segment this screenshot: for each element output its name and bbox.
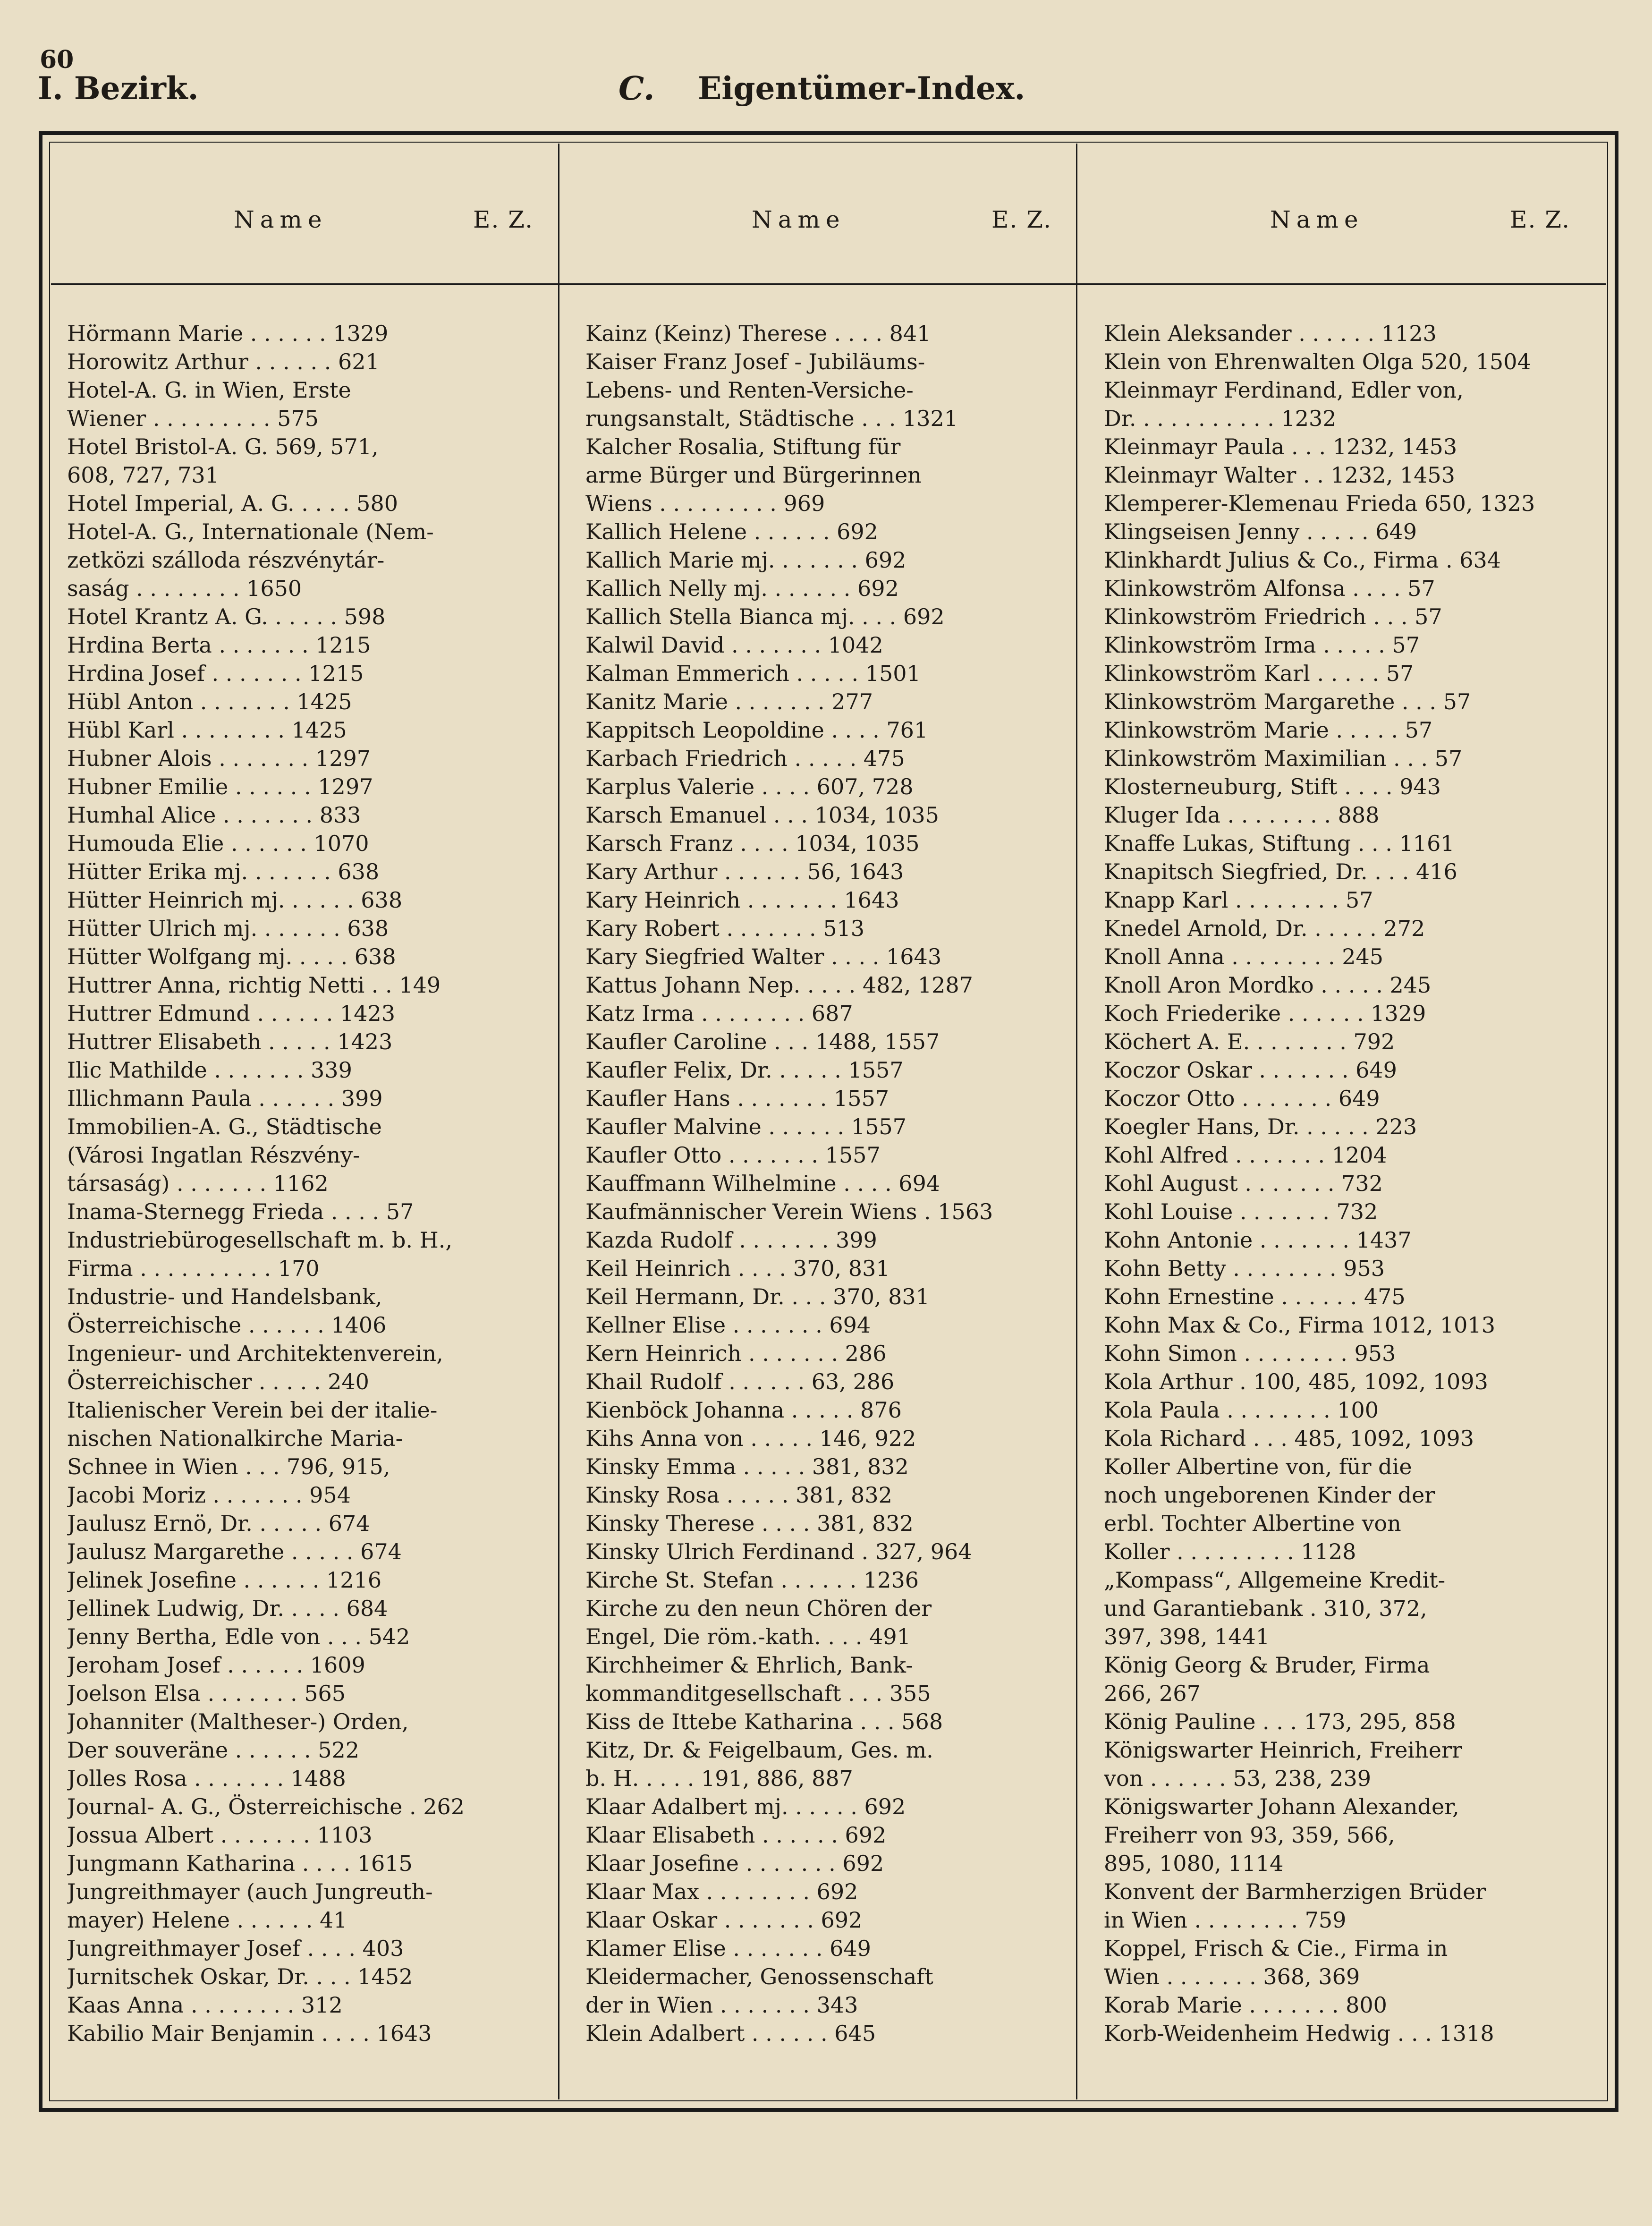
index-entry: Klinkowström Karl . . . . . 57 <box>1104 661 1414 686</box>
index-entry: Hütter Heinrich mj. . . . . . 638 <box>67 887 403 913</box>
index-entry: Jolles Rosa . . . . . . . 1488 <box>67 1766 346 1791</box>
index-entry: Kaufler Hans . . . . . . . 1557 <box>585 1086 890 1111</box>
index-entry: Koller . . . . . . . . . 1128 <box>1104 1539 1356 1564</box>
index-entry: Horowitz Arthur . . . . . . 621 <box>67 349 380 374</box>
index-entry: Jaulusz Ernö, Dr. . . . . . 674 <box>67 1511 370 1536</box>
index-entry: Kazda Rudolf . . . . . . . 399 <box>585 1227 877 1253</box>
index-entry: Kluger Ida . . . . . . . . 888 <box>1104 802 1380 828</box>
index-entry: Immobilien-A. G., Städtische <box>67 1114 382 1139</box>
index-entry: Klamer Elise . . . . . . . 649 <box>585 1936 871 1961</box>
index-entry: Journal- A. G., Österreichische . 262 <box>67 1794 465 1819</box>
index-entry: Knapitsch Siegfried, Dr. . . . 416 <box>1104 859 1457 884</box>
index-entry: Koch Friederike . . . . . . 1329 <box>1104 1001 1426 1026</box>
index-entry: (Városi Ingatlan Részvény- <box>67 1142 360 1168</box>
page-number: 60 <box>40 45 74 74</box>
index-entry: arme Bürger und Bürgerinnen <box>585 462 922 488</box>
index-entry: Hörmann Marie . . . . . . 1329 <box>67 321 389 346</box>
index-entry: Jurnitschek Oskar, Dr. . . . 1452 <box>67 1964 413 1989</box>
index-entry: der in Wien . . . . . . . 343 <box>585 1992 858 2018</box>
index-entry: Katz Irma . . . . . . . . 687 <box>585 1001 853 1026</box>
index-entry: Hotel Imperial, A. G. . . . . 580 <box>67 491 398 516</box>
index-entry: noch ungeborenen Kinder der <box>1104 1482 1435 1508</box>
index-entry: Inama-Sternegg Frieda . . . . 57 <box>67 1199 414 1224</box>
index-entry: Österreichischer . . . . . 240 <box>67 1369 369 1394</box>
index-entry: Wien . . . . . . . 368, 369 <box>1104 1964 1360 1989</box>
index-entry: Hütter Erika mj. . . . . . . 638 <box>67 859 380 884</box>
index-entry: Korab Marie . . . . . . . 800 <box>1104 1992 1387 2018</box>
index-entry: Hübl Karl . . . . . . . . 1425 <box>67 717 347 743</box>
index-entry: Kaiser Franz Josef - Jubiläums- <box>585 349 925 374</box>
index-entry: Kaufler Otto . . . . . . . 1557 <box>585 1142 881 1168</box>
index-entry: und Garantiebank . 310, 372, <box>1104 1596 1427 1621</box>
index-entry: Hotel-A. G. in Wien, Erste <box>67 377 351 403</box>
index-entry: Engel, Die röm.-kath. . . . 491 <box>585 1624 911 1649</box>
index-entry: Kinsky Therese . . . . 381, 832 <box>585 1511 914 1536</box>
index-entry: erbl. Tochter Albertine von <box>1104 1511 1401 1536</box>
index-entry: Kleinmayr Paula . . . 1232, 1453 <box>1104 434 1457 459</box>
index-entry: Firma . . . . . . . . . . 170 <box>67 1256 320 1281</box>
index-entry: Kaufler Caroline . . . 1488, 1557 <box>585 1029 940 1054</box>
index-entry: Kinsky Emma . . . . . 381, 832 <box>585 1454 909 1479</box>
index-entry: Huttrer Anna, richtig Netti . . 149 <box>67 972 441 998</box>
index-entry: Wiens . . . . . . . . . 969 <box>585 491 825 516</box>
index-entry: 608, 727, 731 <box>67 462 219 488</box>
index-entry: Klaar Adalbert mj. . . . . . 692 <box>585 1794 906 1819</box>
index-entry: társaság) . . . . . . . 1162 <box>67 1171 329 1196</box>
index-entry: Kaufler Felix, Dr. . . . . . 1557 <box>585 1057 904 1083</box>
index-entry: Klaar Elisabeth . . . . . . 692 <box>585 1822 887 1848</box>
index-entry: Hotel Krantz A. G. . . . . . 598 <box>67 604 386 629</box>
index-entry: Klaar Oskar . . . . . . . 692 <box>585 1907 863 1933</box>
index-entry: Kola Arthur . 100, 485, 1092, 1093 <box>1104 1369 1488 1394</box>
column-header-ez: E. Z. <box>1510 206 1571 233</box>
index-entry: Konvent der Barmherzigen Brüder <box>1104 1879 1486 1904</box>
index-entry: Jossua Albert . . . . . . . 1103 <box>67 1822 373 1848</box>
index-entry: Jungreithmayer (auch Jungreuth- <box>67 1879 433 1904</box>
index-entry: Österreichische . . . . . . 1406 <box>67 1312 387 1338</box>
index-entry: zetközi szálloda részvénytár- <box>67 547 385 573</box>
index-entry: Klaar Max . . . . . . . . 692 <box>585 1879 858 1904</box>
index-entry: Kaufler Malvine . . . . . . 1557 <box>585 1114 906 1139</box>
index-entry: Kallich Nelly mj. . . . . . . 692 <box>585 576 899 601</box>
index-entry: Knoll Aron Mordko . . . . . 245 <box>1104 972 1432 998</box>
index-entry: Knapp Karl . . . . . . . . 57 <box>1104 887 1373 913</box>
index-entry: Klinkowström Marie . . . . . 57 <box>1104 717 1433 743</box>
index-entry: Klosterneuburg, Stift . . . . 943 <box>1104 774 1441 799</box>
index-entry: Kary Heinrich . . . . . . . 1643 <box>585 887 899 913</box>
index-entry: Kleinmayr Ferdinand, Edler von, <box>1104 377 1464 403</box>
index-entry: Hütter Wolfgang mj. . . . . 638 <box>67 944 396 969</box>
index-entry: Klein Aleksander . . . . . . 1123 <box>1104 321 1437 346</box>
index-entry: mayer) Helene . . . . . . 41 <box>67 1907 347 1933</box>
index-entry: Huttrer Elisabeth . . . . . 1423 <box>67 1029 393 1054</box>
index-entry: Kirche St. Stefan . . . . . . 1236 <box>585 1567 919 1593</box>
index-entry: Kleidermacher, Genossenschaft <box>585 1964 933 1989</box>
index-entry: Kellner Elise . . . . . . . 694 <box>585 1312 871 1338</box>
index-entry: Kohl Alfred . . . . . . . 1204 <box>1104 1142 1387 1168</box>
index-entry: Kanitz Marie . . . . . . . 277 <box>585 689 873 714</box>
index-entry: Kallich Marie mj. . . . . . . 692 <box>585 547 906 573</box>
index-entry: Klinkowström Margarethe . . . 57 <box>1104 689 1471 714</box>
index-entry: König Pauline . . . 173, 295, 858 <box>1104 1709 1456 1734</box>
index-entry: Knedel Arnold, Dr. . . . . . 272 <box>1104 916 1425 941</box>
index-entry: Königswarter Heinrich, Freiherr <box>1104 1737 1462 1763</box>
index-entry: Huttrer Edmund . . . . . . 1423 <box>67 1001 396 1026</box>
index-entry: Kirche zu den neun Chören der <box>585 1596 932 1621</box>
index-entry: Illichmann Paula . . . . . . 399 <box>67 1086 383 1111</box>
index-entry: Kallich Helene . . . . . . 692 <box>585 519 878 544</box>
index-entry: Jelinek Josefine . . . . . . 1216 <box>67 1567 382 1593</box>
index-entry: Kinsky Rosa . . . . . 381, 832 <box>585 1482 892 1508</box>
index-entry: Hotel-A. G., Internationale (Nem- <box>67 519 434 544</box>
index-entry: Keil Hermann, Dr. . . . 370, 831 <box>585 1284 930 1309</box>
index-entry: Korb-Weidenheim Hedwig . . . 1318 <box>1104 2021 1494 2046</box>
index-entry: Jenny Bertha, Edle von . . . 542 <box>67 1624 410 1649</box>
index-entry: Kiss de Ittebe Katharina . . . 568 <box>585 1709 943 1734</box>
index-entry: Klein Adalbert . . . . . . 645 <box>585 2021 876 2046</box>
index-entry: Köchert A. E. . . . . . . . 792 <box>1104 1029 1395 1054</box>
district-heading: I. Bezirk. <box>38 70 199 107</box>
index-entry: Hubner Alois . . . . . . . 1297 <box>67 746 371 771</box>
index-entry: Koczor Oskar . . . . . . . 649 <box>1104 1057 1397 1083</box>
index-entry: Kaas Anna . . . . . . . . 312 <box>67 1992 343 2018</box>
index-entry: Ingenieur- und Architektenverein, <box>67 1341 443 1366</box>
section-letter: C. <box>618 70 655 108</box>
index-entry: Johanniter (Maltheser-) Orden, <box>67 1709 409 1734</box>
index-entry: Hrdina Berta . . . . . . . 1215 <box>67 632 371 658</box>
index-entry: Jungreithmayer Josef . . . . 403 <box>67 1936 404 1961</box>
index-entry: Kinsky Ulrich Ferdinand . 327, 964 <box>585 1539 972 1564</box>
index-entry: „Kompass“, Allgemeine Kredit- <box>1104 1567 1446 1593</box>
index-entry: Khail Rudolf . . . . . . 63, 286 <box>585 1369 895 1394</box>
index-entry: Kohn Simon . . . . . . . . 953 <box>1104 1341 1396 1366</box>
index-entry: Dr. . . . . . . . . . . 1232 <box>1104 406 1337 431</box>
index-entry: Königswarter Johann Alexander, <box>1104 1794 1459 1819</box>
index-entry: Kabilio Mair Benjamin . . . . 1643 <box>67 2021 432 2046</box>
index-entry: in Wien . . . . . . . . 759 <box>1104 1907 1347 1933</box>
index-entry: Kleinmayr Walter . . 1232, 1453 <box>1104 462 1455 488</box>
column-header-name: Name <box>752 206 846 233</box>
index-entry: Klingseisen Jenny . . . . . 649 <box>1104 519 1417 544</box>
index-entry: Knoll Anna . . . . . . . . 245 <box>1104 944 1384 969</box>
index-entry: Klemperer-Klemenau Frieda 650, 1323 <box>1104 491 1535 516</box>
index-entry: Kienböck Johanna . . . . . 876 <box>585 1397 902 1423</box>
index-entry: Kallich Stella Bianca mj. . . . 692 <box>585 604 945 629</box>
index-entry: Kohn Betty . . . . . . . . 953 <box>1104 1256 1385 1281</box>
index-entry: Koegler Hans, Dr. . . . . . 223 <box>1104 1114 1417 1139</box>
index-entry: Kohn Max & Co., Firma 1012, 1013 <box>1104 1312 1495 1338</box>
index-entry: b. H. . . . . 191, 886, 887 <box>585 1766 853 1791</box>
index-entry: Klinkhardt Julius & Co., Firma . 634 <box>1104 547 1501 573</box>
index-entry: Kappitsch Leopoldine . . . . 761 <box>585 717 928 743</box>
index-entry: Der souveräne . . . . . . 522 <box>67 1737 360 1763</box>
index-entry: Kary Robert . . . . . . . 513 <box>585 916 864 941</box>
index-title: Eigentümer-Index. <box>698 70 1025 107</box>
index-entry: Jaulusz Margarethe . . . . . 674 <box>67 1539 402 1564</box>
index-entry: Koller Albertine von, für die <box>1104 1454 1412 1479</box>
index-entry: Kalcher Rosalia, Stiftung für <box>585 434 901 459</box>
index-entry: Schnee in Wien . . . 796, 915, <box>67 1454 390 1479</box>
index-entry: Kohn Antonie . . . . . . . 1437 <box>1104 1227 1412 1253</box>
index-table <box>39 131 1618 2112</box>
index-entry: Wiener . . . . . . . . . 575 <box>67 406 319 431</box>
index-entry: Industriebürogesellschaft m. b. H., <box>67 1227 453 1253</box>
index-entry: Klaar Josefine . . . . . . . 692 <box>585 1851 884 1876</box>
index-entry: Kirchheimer & Ehrlich, Bank- <box>585 1652 913 1678</box>
index-entry: Italienischer Verein bei der italie- <box>67 1397 438 1423</box>
index-entry: Kattus Johann Nep. . . . . 482, 1287 <box>585 972 973 998</box>
index-entry: Kitz, Dr. & Feigelbaum, Ges. m. <box>585 1737 933 1763</box>
index-entry: Jacobi Moriz . . . . . . . 954 <box>67 1482 351 1508</box>
index-column-2 <box>585 319 1086 2048</box>
index-entry: Kola Richard . . . 485, 1092, 1093 <box>1104 1426 1474 1451</box>
index-entry: Humhal Alice . . . . . . . 833 <box>67 802 361 828</box>
index-entry: Jungmann Katharina . . . . 1615 <box>67 1851 413 1876</box>
index-entry: Klinkowström Maximilian . . . 57 <box>1104 746 1463 771</box>
index-entry: saság . . . . . . . . 1650 <box>67 576 302 601</box>
index-entry: Knaffe Lukas, Stiftung . . . 1161 <box>1104 831 1455 856</box>
index-entry: Kalman Emmerich . . . . . 1501 <box>585 661 921 686</box>
index-entry: Jellinek Ludwig, Dr. . . . . 684 <box>67 1596 388 1621</box>
index-entry: Kohl Louise . . . . . . . 732 <box>1104 1199 1378 1224</box>
index-entry: Karplus Valerie . . . . 607, 728 <box>585 774 914 799</box>
index-entry: Kaufmännischer Verein Wiens . 1563 <box>585 1199 993 1224</box>
index-entry: Keil Heinrich . . . . 370, 831 <box>585 1256 890 1281</box>
index-entry: Klinkowström Irma . . . . . 57 <box>1104 632 1420 658</box>
index-entry: Kary Arthur . . . . . . 56, 1643 <box>585 859 904 884</box>
index-entry: Kohl August . . . . . . . 732 <box>1104 1171 1383 1196</box>
column-header-name: Name <box>234 206 328 233</box>
index-entry: Hübl Anton . . . . . . . 1425 <box>67 689 352 714</box>
column-header-ez: E. Z. <box>991 206 1052 233</box>
column-header-ez: E. Z. <box>473 206 534 233</box>
header-divider <box>51 283 1606 285</box>
index-entry: Klinkowström Friedrich . . . 57 <box>1104 604 1442 629</box>
index-column-3 <box>1104 319 1604 2048</box>
index-entry: rungsanstalt, Städtische . . . 1321 <box>585 406 958 431</box>
index-entry: Karsch Emanuel . . . 1034, 1035 <box>585 802 939 828</box>
index-entry: Kary Siegfried Walter . . . . 1643 <box>585 944 942 969</box>
index-entry: Kihs Anna von . . . . . 146, 922 <box>585 1426 916 1451</box>
index-entry: Hütter Ulrich mj. . . . . . . 638 <box>67 916 389 941</box>
index-entry: 895, 1080, 1114 <box>1104 1851 1284 1876</box>
index-entry: 397, 398, 1441 <box>1104 1624 1270 1649</box>
index-entry: Kauffmann Wilhelmine . . . . 694 <box>585 1171 940 1196</box>
index-entry: Joelson Elsa . . . . . . . 565 <box>67 1681 346 1706</box>
index-entry: Kalwil David . . . . . . . 1042 <box>585 632 883 658</box>
index-entry: Kohn Ernestine . . . . . . 475 <box>1104 1284 1406 1309</box>
index-entry: von . . . . . . 53, 238, 239 <box>1104 1766 1372 1791</box>
index-entry: König Georg & Bruder, Firma <box>1104 1652 1430 1678</box>
column-header-name: Name <box>1270 206 1364 233</box>
index-entry: Klein von Ehrenwalten Olga 520, 1504 <box>1104 349 1531 374</box>
index-entry: Hubner Emilie . . . . . . 1297 <box>67 774 373 799</box>
index-entry: nischen Nationalkirche Maria- <box>67 1426 403 1451</box>
index-entry: Koczor Otto . . . . . . . 649 <box>1104 1086 1380 1111</box>
index-entry: kommanditgesellschaft . . . 355 <box>585 1681 931 1706</box>
index-column-1 <box>67 319 568 2048</box>
index-entry: Ilic Mathilde . . . . . . . 339 <box>67 1057 352 1083</box>
index-entry: Kern Heinrich . . . . . . . 286 <box>585 1341 887 1366</box>
index-entry: Klinkowström Alfonsa . . . . 57 <box>1104 576 1435 601</box>
index-entry: Freiherr von 93, 359, 566, <box>1104 1822 1395 1848</box>
index-entry: Karsch Franz . . . . 1034, 1035 <box>585 831 920 856</box>
index-entry: Humouda Elie . . . . . . 1070 <box>67 831 369 856</box>
index-entry: Karbach Friedrich . . . . . 475 <box>585 746 905 771</box>
index-entry: Kola Paula . . . . . . . . 100 <box>1104 1397 1379 1423</box>
index-entry: Jeroham Josef . . . . . . 1609 <box>67 1652 365 1678</box>
index-entry: Hrdina Josef . . . . . . . 1215 <box>67 661 364 686</box>
index-entry: Koppel, Frisch & Cie., Firma in <box>1104 1936 1448 1961</box>
index-entry: Hotel Bristol-A. G. 569, 571, <box>67 434 379 459</box>
index-entry: Kainz (Keinz) Therese . . . . 841 <box>585 321 931 346</box>
index-entry: Lebens- und Renten-Versiche- <box>585 377 914 403</box>
index-entry: 266, 267 <box>1104 1681 1201 1706</box>
index-entry: Industrie- und Handelsbank, <box>67 1284 382 1309</box>
